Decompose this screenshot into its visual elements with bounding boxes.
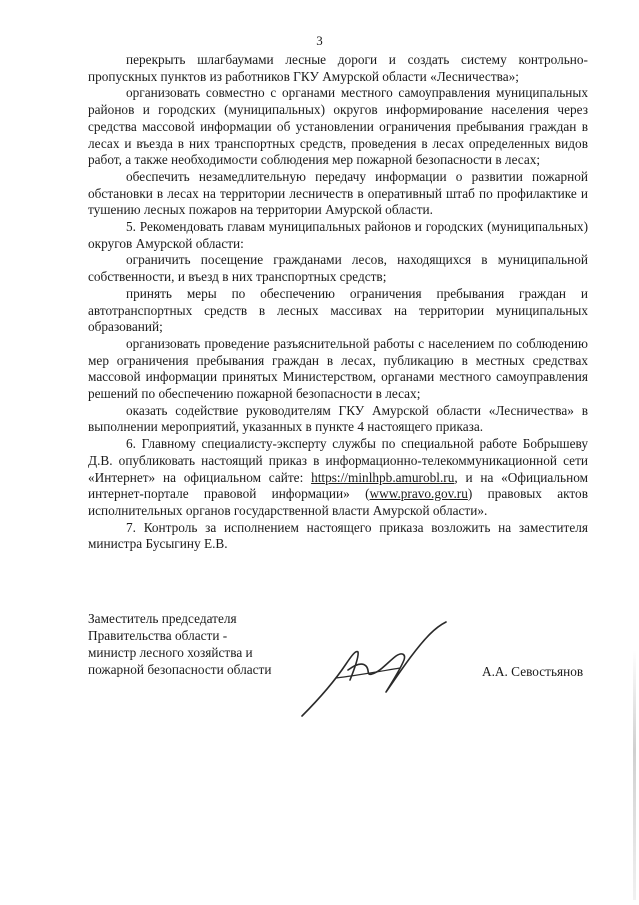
paragraph-fire-info-transfer: обеспечить незамедлительную передачу информации о развитии пожарной обстановки в лесах на территории лесничеств в оперативный штаб по профилактике и тушению лесных пожаров на территории Амурской области. [88, 168, 588, 218]
paragraph-restrict-vehicles: принять меры по обеспечению ограничения пребывания граждан и автотранспортных средств в лесных массивах на территории муниципальных образований; [88, 285, 588, 335]
document-body [88, 52, 588, 553]
item-6-text-a: 6. Главному специалисту-эксперту службы по специальной работе Бобрышеву Д.В. опубликовать настоящий приказ в информационно-телекоммуникационной сети «Интернет» на официальном сайте: [88, 436, 588, 485]
paragraph-restrict-visits: ограничить посещение гражданами лесов, находящихся в муниципальной собственности, и въезд в них транспортных средств; [88, 252, 588, 285]
pravo-gov-link[interactable]: www.pravo.gov.ru [369, 486, 468, 502]
paragraph-outreach: организовать проведение разъяснительной работы с населением по соблюдению мер ограничения пребывания граждан в лесах, публикацию в местных средствах массовой информации принятых Министерством, органами местного самоуправления решений по обеспечению пожарной безопасности в лесах; [88, 335, 588, 402]
handwritten-signature [296, 612, 456, 722]
paragraph-item-7: 7. Контроль за исполнением настоящего приказа возложить на заместителя министра Бусыгину Е.В. [88, 519, 588, 552]
item-6-text-c: ) правовых актов исполнительных органов государственной власти Амурской области». [88, 486, 588, 518]
signatory-title-line: Правительства области - [88, 628, 228, 643]
paragraph-inform-population: организовать совместно с органами местного самоуправления муниципальных районов и городских (муниципальных) округов информирование населения через средства массовой информации об установлении ограничения пребывания граждан в лесах и въезда в них транспортных средств, проведения в лесах определенных видов работ, а также необходимости соблюдения мер пожарной безопасности в лесах; [88, 85, 588, 168]
scan-edge-mark [633, 650, 636, 900]
signatory-title-line: пожарной безопасности области [88, 662, 272, 677]
page-number: 3 [316, 33, 323, 48]
item-6-text-b: , и на «Официальном интернет-портале правовой информации» ( [88, 469, 589, 502]
signatory-title-line: министр лесного хозяйства и [88, 645, 253, 660]
signer-name: А.А. Севостьянов [482, 664, 584, 679]
paragraph-item-5: 5. Рекомендовать главам муниципальных районов и городских (муниципальных) округов Амурской области: [88, 219, 588, 251]
paragraph-assist: оказать содействие руководителям ГКУ Амурской области «Лесничества» в выполнении мероприятий, указанных в пункте 4 настоящего приказа. [88, 402, 588, 435]
paragraph-barriers: перекрыть шлагбаумами лесные дороги и создать систему контрольно-пропускных пунктов из работников ГКУ Амурской области «Лесничества»; [88, 52, 588, 84]
signatory-title-line: Заместитель председателя [88, 611, 237, 626]
minlhpb-site-link[interactable]: https://minlhpb.amurobl.ru [311, 469, 455, 485]
signatory-title [88, 610, 328, 678]
paragraph-item-6 [88, 436, 588, 520]
